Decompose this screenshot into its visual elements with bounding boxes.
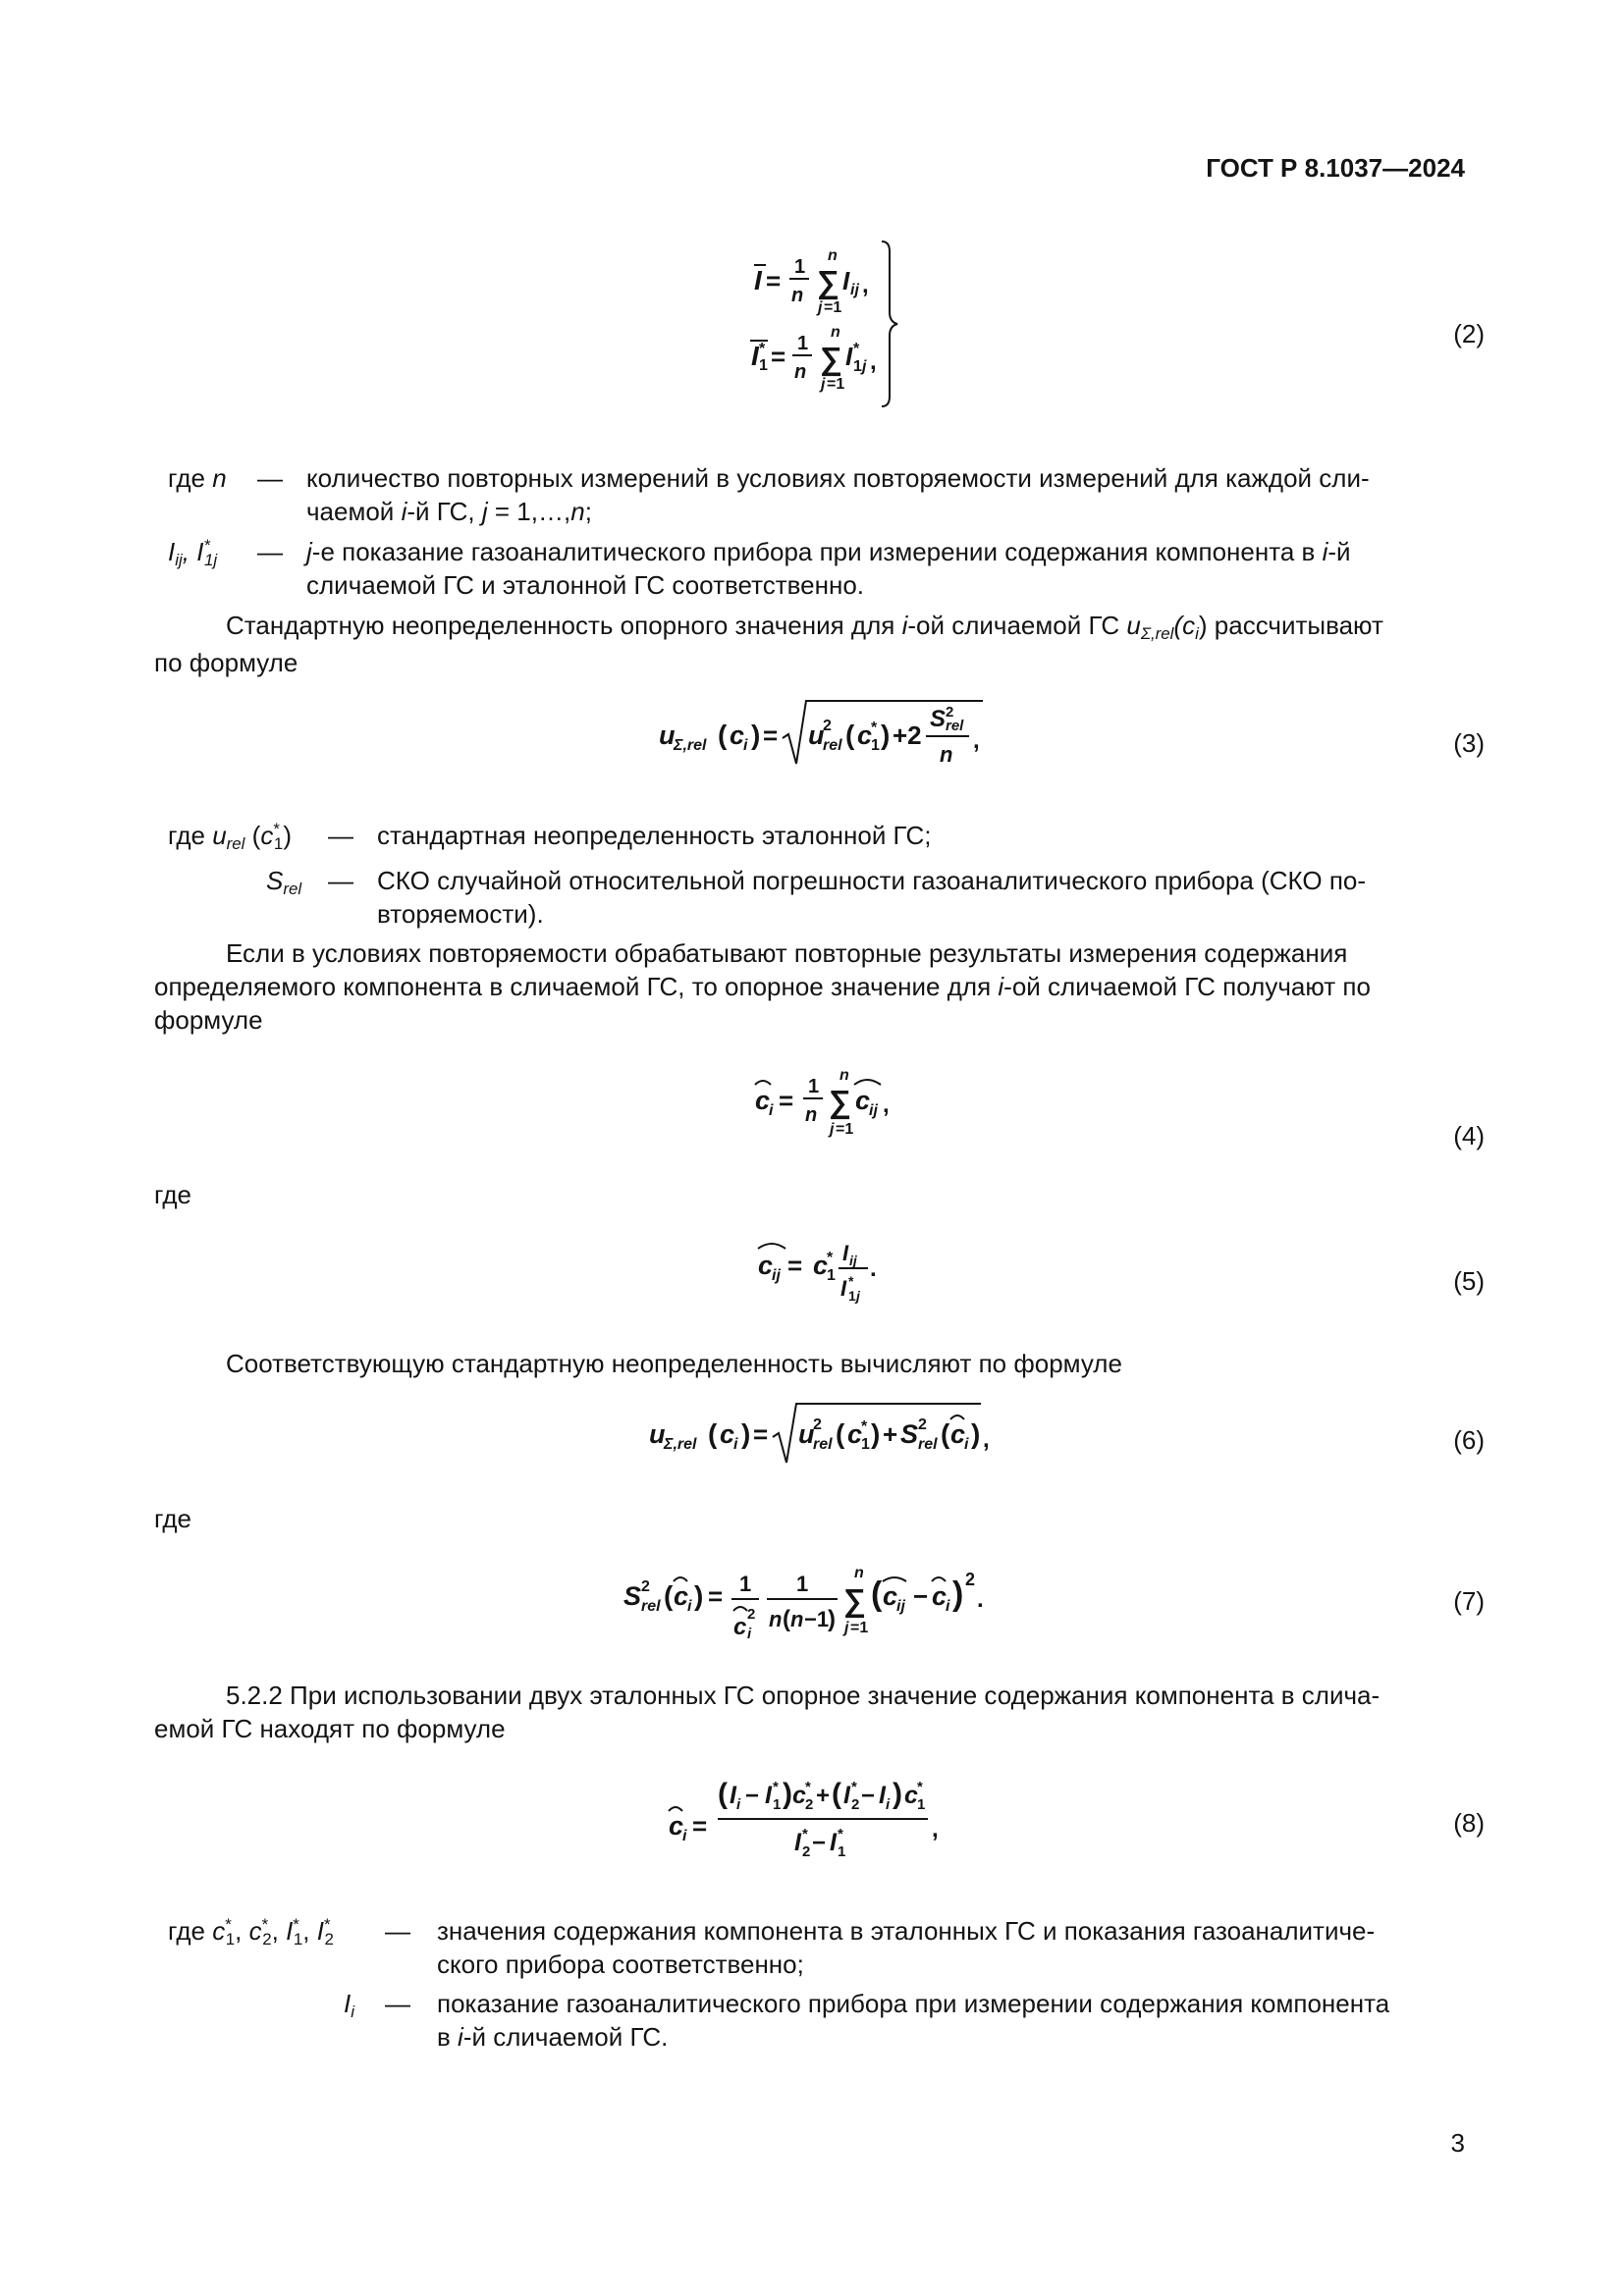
paragraph-standard-uncertainty: Соответствующую стандартную неопределенность вычисляют по формуле xyxy=(226,1349,1122,1378)
equation-7-number: (7) xyxy=(1453,1586,1485,1616)
svg-text:(: ( xyxy=(845,720,855,750)
svg-text:*: * xyxy=(802,1826,808,1842)
svg-text:S: S xyxy=(900,1419,919,1449)
svg-text:j: j xyxy=(818,299,823,316)
svg-text:ij: ij xyxy=(772,1267,781,1284)
svg-text:): ) xyxy=(828,1606,836,1632)
svg-text:): ) xyxy=(741,1418,751,1449)
svg-text:−: − xyxy=(745,1783,760,1809)
svg-text:n: n xyxy=(790,1607,804,1631)
defs1-dash-2: — xyxy=(257,537,283,566)
svg-text:1: 1 xyxy=(759,357,768,374)
svg-text:): ) xyxy=(783,1778,792,1810)
defs3-where-symbols: где c*1, c*2, I*1, I*2 xyxy=(168,1914,334,1949)
svg-text:): ) xyxy=(881,720,891,750)
svg-text:c: c xyxy=(932,1581,947,1611)
equation-8-number: (8) xyxy=(1453,1808,1485,1838)
svg-text:c: c xyxy=(904,1782,918,1809)
svg-text:n: n xyxy=(854,1565,864,1581)
svg-text:*: * xyxy=(851,1779,857,1795)
svg-text:,: , xyxy=(983,1426,990,1453)
svg-text:(: ( xyxy=(664,1580,674,1611)
svg-text:1: 1 xyxy=(838,1843,846,1860)
svg-text:=: = xyxy=(763,721,779,750)
where-before-eq7: где xyxy=(154,1504,191,1533)
svg-text:=: = xyxy=(787,1251,803,1280)
svg-text:+: + xyxy=(883,1419,898,1449)
page-number: 3 xyxy=(1450,2128,1465,2158)
svg-text:=1: =1 xyxy=(836,1121,854,1138)
svg-text:+2: +2 xyxy=(893,721,922,750)
svg-text:ij: ij xyxy=(896,1598,905,1615)
svg-text:2: 2 xyxy=(946,704,954,721)
svg-text:): ) xyxy=(694,1580,704,1611)
svg-text:=: = xyxy=(766,266,782,295)
svg-text:1: 1 xyxy=(773,1796,782,1813)
svg-text:Σ,rel: Σ,rel xyxy=(664,1436,697,1453)
equation-3-number: (3) xyxy=(1453,728,1485,758)
svg-text:u: u xyxy=(808,721,825,750)
svg-text:−1: −1 xyxy=(804,1607,830,1631)
svg-text:I: I xyxy=(845,342,853,371)
svg-text:=: = xyxy=(779,1086,794,1115)
svg-text:,: , xyxy=(883,1092,890,1118)
svg-text:I: I xyxy=(765,1782,772,1809)
svg-text:i: i xyxy=(886,1796,891,1813)
svg-text:1: 1 xyxy=(861,1436,870,1453)
svg-text:c: c xyxy=(733,1614,747,1640)
defs3-Ii-definition: показание газоаналитического прибора при измерении содержания компонента в i-й сличаемой ГС. xyxy=(437,1989,1390,2052)
defs3-dash-2: — xyxy=(385,1989,410,2018)
svg-text:c: c xyxy=(730,721,745,750)
svg-text:c: c xyxy=(758,1251,774,1280)
svg-text:1: 1 xyxy=(739,1572,752,1596)
svg-text:I: I xyxy=(840,1276,847,1301)
svg-text:Σ,rel: Σ,rel xyxy=(674,737,707,754)
defs2-S-definition: СКО случайной относительной погрешности газоаналитического прибора (СКО по- вторяемости). xyxy=(377,866,1367,929)
svg-text:2: 2 xyxy=(641,1578,650,1595)
svg-text:i: i xyxy=(769,1102,774,1119)
svg-text:,: , xyxy=(870,348,877,375)
defs3-cI-definition: значения содержания компонента в эталонных ГС и показания газоаналитиче- ского прибора соответственно; xyxy=(437,1916,1376,1979)
svg-text:∑: ∑ xyxy=(820,341,842,376)
paragraph-uncertainty-intro: Стандартную неопределенность опорного значения для i-ой сличаемой ГС uΣ,rel(ci) рассчитывают по формуле xyxy=(154,611,1383,677)
svg-text:1: 1 xyxy=(917,1796,926,1813)
svg-text:I: I xyxy=(794,1829,801,1856)
svg-text:−: − xyxy=(812,1830,827,1856)
svg-text:ij: ij xyxy=(869,1102,878,1119)
svg-text:∑: ∑ xyxy=(829,1084,851,1119)
equation-7-formula xyxy=(614,1556,1026,1664)
equation-4-formula xyxy=(741,1055,918,1153)
svg-text:(: ( xyxy=(941,1418,950,1449)
svg-text:∑: ∑ xyxy=(843,1582,866,1618)
svg-text:i: i xyxy=(747,1626,752,1642)
svg-text:I: I xyxy=(879,1782,886,1809)
equation-6-formula xyxy=(643,1394,1006,1472)
svg-text:n: n xyxy=(794,361,807,383)
svg-text:rel: rel xyxy=(641,1598,661,1615)
svg-text:(: ( xyxy=(708,1418,718,1449)
svg-text:=: = xyxy=(708,1581,724,1611)
svg-text:=: = xyxy=(771,342,786,371)
svg-text:rel: rel xyxy=(946,718,964,734)
svg-text:i: i xyxy=(964,1436,969,1453)
svg-text:,: , xyxy=(862,272,869,298)
svg-text:I: I xyxy=(843,1782,850,1809)
svg-text:1: 1 xyxy=(794,256,806,278)
svg-text:=1: =1 xyxy=(827,376,845,393)
svg-text:): ) xyxy=(893,1778,902,1810)
equation-5-formula xyxy=(746,1227,903,1315)
svg-text:rel: rel xyxy=(918,1436,938,1453)
defs1-dash-1: — xyxy=(257,463,283,493)
svg-text:1: 1 xyxy=(871,737,880,754)
defs1-I-definition: j-е показание газоаналитического прибора при измерении содержания компонента в i-й сличаемой ГС и эталонной ГС соответственно. xyxy=(306,537,1351,600)
svg-text:rel: rel xyxy=(813,1436,833,1453)
svg-text:i: i xyxy=(946,1598,950,1615)
standard-designation: ГОСТ Р 8.1037—2024 xyxy=(1206,153,1465,183)
svg-text:*: * xyxy=(848,1273,854,1289)
svg-text:rel: rel xyxy=(823,737,842,754)
svg-text:c: c xyxy=(883,1581,898,1611)
svg-text:n: n xyxy=(769,1607,783,1631)
svg-text:(: ( xyxy=(783,1606,790,1632)
svg-text:1: 1 xyxy=(796,1572,809,1596)
defs1-n-definition: количество повторных измерений в условиях повторяемости измерений для каждой сли- чаемой i-й ГС, j = 1,…,n; xyxy=(306,463,1370,526)
defs3-Ii-symbol: Ii xyxy=(344,1989,354,2022)
svg-text:I: I xyxy=(730,1782,736,1809)
svg-text:.: . xyxy=(870,1255,877,1282)
svg-text:S: S xyxy=(623,1581,642,1611)
svg-text:c: c xyxy=(674,1581,689,1611)
svg-text:2: 2 xyxy=(851,1796,860,1813)
svg-text:c: c xyxy=(813,1251,829,1280)
svg-text:j: j xyxy=(830,1121,835,1138)
svg-text:c: c xyxy=(855,1086,871,1115)
svg-text:I: I xyxy=(754,265,762,295)
svg-text:=: = xyxy=(692,1811,708,1841)
svg-text:*: * xyxy=(917,1779,923,1795)
svg-text:2: 2 xyxy=(747,1606,756,1623)
svg-text:n: n xyxy=(828,247,838,264)
svg-text:i: i xyxy=(736,1796,741,1813)
svg-text:I: I xyxy=(751,341,759,371)
svg-text:−: − xyxy=(861,1783,876,1809)
svg-text:*: * xyxy=(805,1779,811,1795)
svg-text:1: 1 xyxy=(797,333,809,354)
svg-text:c: c xyxy=(857,721,873,750)
svg-text:1: 1 xyxy=(848,1288,856,1304)
paragraph-two-reference-gases: 5.2.2 При использовании двух эталонных ГС опорное значение содержания компонента в слича- емой ГС находят по формуле xyxy=(154,1681,1380,1743)
svg-text:*: * xyxy=(827,1250,834,1266)
defs2-dash-2: — xyxy=(328,866,353,895)
svg-text:*: * xyxy=(759,341,766,357)
svg-text:i: i xyxy=(682,1828,687,1844)
svg-text:c: c xyxy=(792,1782,806,1809)
svg-text:*: * xyxy=(861,1418,868,1435)
svg-text:.: . xyxy=(977,1586,984,1613)
paragraph-reference-value: Если в условиях повторяемости обрабатывают повторные результаты измерения содержания определяемого компонента в сличаемой ГС, то опорное значение для i-ой сличаемой ГС получают по формуле xyxy=(154,938,1371,1035)
svg-text:(: ( xyxy=(718,720,728,750)
equation-6-number: (6) xyxy=(1453,1425,1485,1455)
svg-text:I: I xyxy=(830,1829,837,1856)
equation-2-number: (2) xyxy=(1453,319,1485,348)
svg-text:*: * xyxy=(853,341,860,357)
svg-text:S: S xyxy=(930,706,947,732)
equation-3-formula xyxy=(653,687,1006,785)
svg-text:I: I xyxy=(842,266,850,295)
svg-text:(: ( xyxy=(718,1778,728,1810)
svg-text:*: * xyxy=(871,720,878,736)
svg-text:1: 1 xyxy=(808,1076,820,1097)
equation-5-number: (5) xyxy=(1453,1266,1485,1296)
svg-text:n: n xyxy=(791,285,804,306)
svg-text:1: 1 xyxy=(853,358,862,375)
svg-text:u: u xyxy=(649,1419,666,1449)
svg-text:2: 2 xyxy=(805,1796,814,1813)
svg-text:u: u xyxy=(659,721,676,750)
where-before-eq5: где xyxy=(154,1180,191,1209)
defs2-dash-1: — xyxy=(328,821,353,850)
svg-text:2: 2 xyxy=(965,1570,976,1589)
svg-text:): ) xyxy=(971,1418,981,1449)
svg-text:=: = xyxy=(753,1419,769,1449)
svg-text:): ) xyxy=(871,1418,881,1449)
svg-text:u: u xyxy=(798,1419,815,1449)
defs3-dash-1: — xyxy=(385,1916,410,1946)
svg-text:c: c xyxy=(755,1086,771,1115)
svg-text:+: + xyxy=(816,1783,831,1809)
svg-text:n: n xyxy=(940,742,953,767)
svg-text:*: * xyxy=(838,1826,843,1842)
svg-text:j: j xyxy=(862,358,867,375)
svg-text:=1: =1 xyxy=(824,299,842,316)
svg-text:n: n xyxy=(805,1104,818,1126)
svg-text:ij: ij xyxy=(850,282,859,298)
defs1-I-symbols: Iij, I*1j xyxy=(168,535,218,570)
svg-text:c: c xyxy=(950,1419,966,1449)
svg-text:n: n xyxy=(839,1067,849,1084)
svg-text:∑: ∑ xyxy=(817,264,839,299)
svg-text:−: − xyxy=(913,1581,929,1611)
svg-text:): ) xyxy=(952,1575,964,1613)
svg-text:j: j xyxy=(844,1620,849,1636)
svg-text:,: , xyxy=(973,727,980,754)
svg-text:(: ( xyxy=(832,1778,841,1810)
svg-text:2: 2 xyxy=(813,1416,822,1433)
svg-text:j: j xyxy=(856,1288,860,1304)
svg-text:,: , xyxy=(932,1816,939,1842)
defs2-where-u: где urel (c*1) xyxy=(168,819,292,854)
svg-text:c: c xyxy=(847,1419,863,1449)
svg-text:i: i xyxy=(733,1436,738,1453)
svg-text:n: n xyxy=(831,324,840,341)
svg-text:(: ( xyxy=(871,1575,883,1613)
equation-8-formula xyxy=(663,1762,997,1870)
svg-text:2: 2 xyxy=(823,718,832,734)
svg-text:1: 1 xyxy=(827,1267,836,1284)
svg-text:ij: ij xyxy=(849,1253,857,1268)
svg-text:c: c xyxy=(669,1811,684,1841)
svg-text:i: i xyxy=(687,1598,692,1615)
svg-text:*: * xyxy=(773,1779,779,1795)
svg-text:(: ( xyxy=(836,1418,845,1449)
defs1-where: где n xyxy=(168,463,227,493)
svg-text:i: i xyxy=(743,737,748,754)
equation-4-number: (4) xyxy=(1453,1121,1485,1150)
svg-text:=1: =1 xyxy=(850,1620,869,1636)
defs2-S-symbol: Srel xyxy=(266,866,302,899)
defs2-u-definition: стандартная неопределенность эталонной ГС; xyxy=(377,821,932,850)
svg-text:j: j xyxy=(821,376,826,393)
svg-text:c: c xyxy=(720,1419,735,1449)
svg-text:2: 2 xyxy=(802,1843,811,1860)
equation-2-formula xyxy=(727,236,903,412)
svg-text:): ) xyxy=(751,720,761,750)
svg-text:I: I xyxy=(842,1241,849,1265)
svg-text:2: 2 xyxy=(918,1416,927,1433)
